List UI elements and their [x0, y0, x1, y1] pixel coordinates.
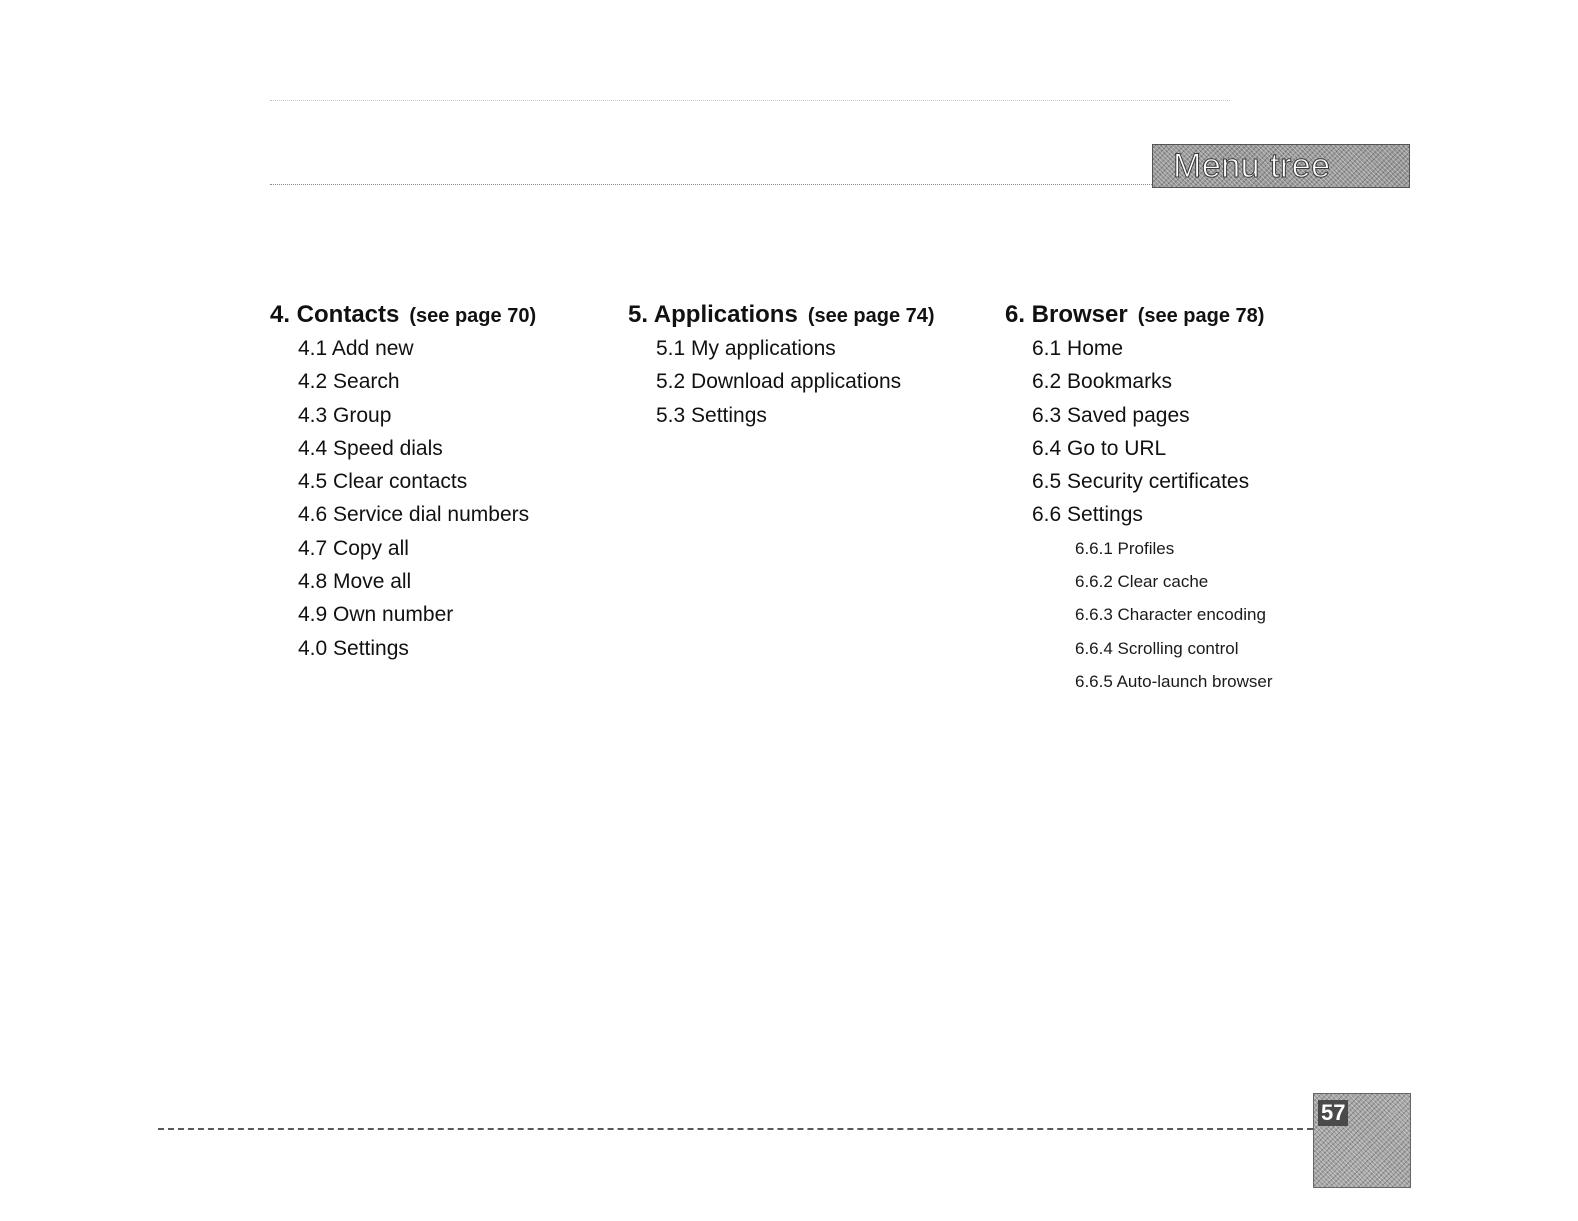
page-reference: (see page 74)	[807, 305, 935, 327]
menu-item: 6.2 Bookmarks	[1032, 370, 1173, 394]
menu-item: 6.6 Settings	[1032, 503, 1143, 527]
header-rule	[270, 184, 1152, 185]
menu-item: 4.7 Copy all	[298, 536, 409, 560]
menu-item: 5.2 Download applications	[656, 370, 902, 394]
menu-section-browser	[1005, 298, 1273, 698]
menu-item-list	[628, 332, 935, 432]
menu-item: 4.8 Move all	[298, 570, 412, 594]
submenu-item: 6.6.1 Profiles	[1075, 538, 1175, 558]
menu-item: 4.9 Own number	[298, 603, 454, 627]
submenu-item: 6.6.2 Clear cache	[1075, 572, 1209, 592]
menu-item: 4.4 Speed dials	[298, 436, 443, 460]
section-tab	[1152, 144, 1410, 188]
section-title: 5. Applications	[628, 301, 798, 328]
section-tab-label: Menu tree	[1173, 147, 1331, 185]
section-heading	[628, 298, 935, 332]
submenu-item: 6.6.5 Auto-launch browser	[1075, 671, 1273, 691]
menu-item: 5.3 Settings	[656, 403, 767, 427]
menu-section-applications	[628, 298, 935, 432]
menu-item: 4.0 Settings	[298, 636, 409, 660]
menu-item: 4.2 Search	[298, 370, 400, 394]
menu-section-contacts	[270, 298, 536, 665]
scan-noise-line	[270, 100, 1230, 101]
page-number-tab	[1313, 1093, 1411, 1188]
menu-item: 4.6 Service dial numbers	[298, 503, 530, 527]
menu-item: 4.5 Clear contacts	[298, 470, 468, 494]
section-heading	[270, 298, 536, 332]
section-title: 6. Browser	[1005, 301, 1128, 328]
submenu-item: 6.6.4 Scrolling control	[1075, 638, 1239, 658]
submenu-item-list	[1005, 532, 1273, 698]
section-title: 4. Contacts	[270, 301, 400, 328]
menu-item: 6.5 Security certificates	[1032, 470, 1250, 494]
page-reference: (see page 70)	[409, 305, 537, 327]
menu-item: 6.4 Go to URL	[1032, 436, 1167, 460]
menu-item: 6.1 Home	[1032, 337, 1124, 360]
menu-item: 6.3 Saved pages	[1032, 403, 1190, 427]
submenu-item: 6.6.3 Character encoding	[1075, 605, 1266, 625]
menu-item: 5.1 My applications	[656, 337, 836, 360]
menu-item-list	[1005, 332, 1273, 532]
page-reference: (see page 78)	[1137, 305, 1265, 327]
footer-rule	[158, 1128, 1313, 1130]
page-number: 57	[1318, 1100, 1348, 1126]
menu-item: 4.3 Group	[298, 403, 392, 427]
section-heading	[1005, 298, 1273, 332]
menu-item-list	[270, 332, 536, 665]
menu-item: 4.1 Add new	[298, 337, 414, 360]
